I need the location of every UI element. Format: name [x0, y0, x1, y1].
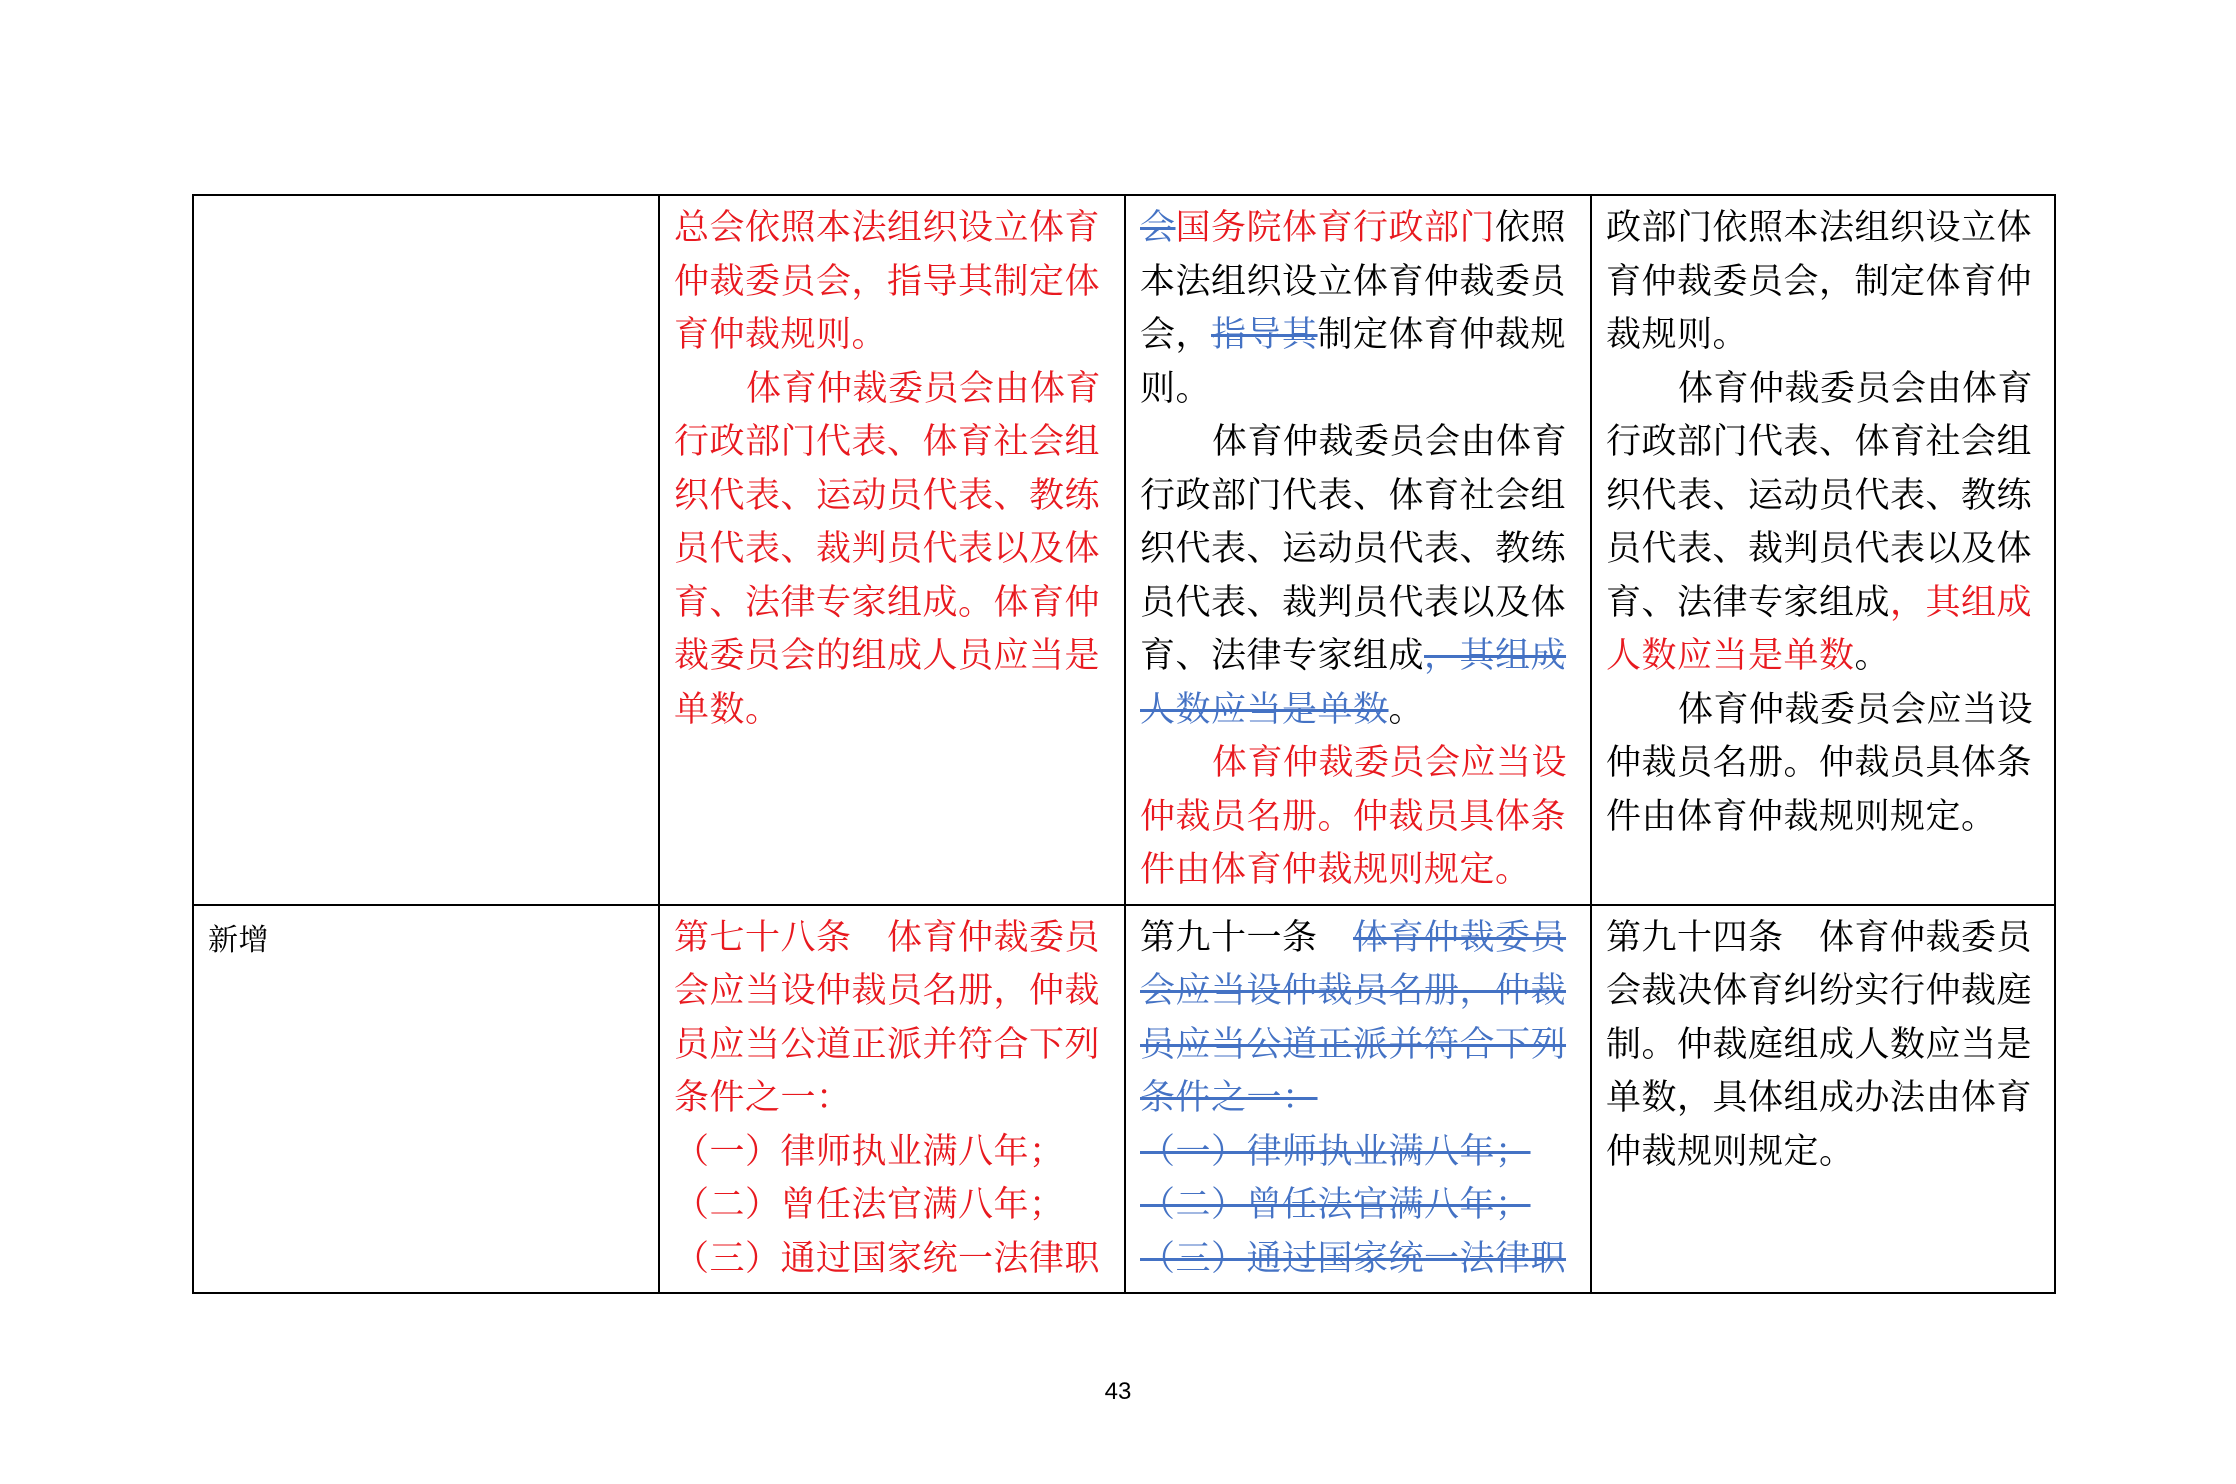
cell-final: [1591, 905, 2055, 1294]
text-line: [1140, 630, 1576, 684]
text-line: 员代表、裁判员代表以及体: [1606, 529, 2033, 569]
text-line: 育仲裁委员会，制定体育仲: [1606, 261, 2033, 302]
text-line: 会裁决体育纠纷实行仲裁庭: [1606, 971, 2033, 1011]
deleted-text: ，其组成: [1424, 636, 1567, 676]
deleted-text: （一）律师执业满八年；: [1140, 1131, 1531, 1172]
deleted-text: （二）曾任法官满八年；: [1140, 1185, 1531, 1225]
added-text: ，其组成: [1890, 582, 2033, 623]
text-line: 体育仲裁委员会由体育: [1212, 422, 1568, 462]
text-line: 员代表、裁判员代表以及体: [1140, 582, 1567, 623]
text-line: [1140, 309, 1576, 363]
text-line: 则。: [1140, 368, 1212, 409]
text-line: 单数。: [674, 689, 781, 730]
text-line: 织代表、运动员代表、教练: [1140, 529, 1567, 569]
plain-text: 育、法律专家组成: [1606, 582, 1891, 623]
deleted-text: （三）通过国家统一法律职: [1140, 1238, 1567, 1279]
text-line: 织代表、运动员代表、教练: [674, 475, 1101, 516]
text-line: 制。仲裁庭组成人数应当是: [1606, 1024, 2033, 1065]
text-line: 单数，具体组成办法由体育: [1606, 1078, 2033, 1118]
text-line: [1140, 684, 1576, 738]
row-label: 新增: [208, 922, 269, 958]
text-line: 员应当公道正派并符合下列: [674, 1024, 1101, 1065]
text-line: （一）律师执业满八年；: [674, 1131, 1065, 1172]
text-line: 本法组织设立体育仲裁委员: [1140, 261, 1567, 302]
text-line: 第七十八条 体育仲裁委员: [674, 917, 1101, 958]
text-line: 体育仲裁委员会由体育: [746, 368, 1102, 409]
text-line: [1606, 577, 2040, 631]
cell-revision: [1125, 905, 1591, 1294]
deleted-text: 会应当设仲裁员名册，仲裁: [1140, 971, 1567, 1011]
text-line: （三）通过国家统一法律职: [674, 1238, 1101, 1279]
added-text: 人数应当是单数: [1606, 636, 1855, 676]
text-line: [1606, 630, 2040, 684]
text-line: 件由体育仲裁规则规定。: [1606, 796, 1997, 837]
page-number: 43: [1104, 1378, 1132, 1405]
text-line: 行政部门代表、体育社会组: [1606, 422, 2033, 462]
added-text: 国务院体育行政部门: [1175, 208, 1496, 248]
text-line: 织代表、运动员代表、教练: [1606, 475, 2033, 516]
text-line: 裁委员会的组成人员应当是: [674, 636, 1101, 676]
text-line: 育仲裁规则。: [674, 315, 888, 355]
plain-text: 会，: [1140, 315, 1212, 355]
cell-final: [1591, 195, 2055, 905]
text-line: 行政部门代表、体育社会组: [674, 422, 1101, 462]
text-line: 仲裁员名册。仲裁员具体条: [1140, 796, 1567, 837]
text-line: 条件之一：: [674, 1078, 852, 1118]
text-line: 行政部门代表、体育社会组: [1140, 475, 1567, 516]
text-line: 第九十四条 体育仲裁委员: [1606, 917, 2033, 958]
deleted-text: 会: [1140, 208, 1176, 248]
text-line: 育、法律专家组成。体育仲: [674, 582, 1101, 623]
cell-label: [193, 195, 659, 905]
comparison-table: [192, 194, 2056, 1294]
text-line: 仲裁委员会，指导其制定体: [674, 261, 1101, 302]
text-line: 会应当设仲裁员名册，仲裁: [674, 971, 1101, 1011]
text-line: 员代表、裁判员代表以及体: [674, 529, 1101, 569]
deleted-text: 条件之一：: [1140, 1078, 1318, 1118]
plain-text: 依照: [1495, 208, 1567, 248]
text-line: 政部门依照本法组织设立体: [1606, 208, 2033, 248]
cell-draft: [659, 905, 1125, 1294]
table-row: [193, 905, 2055, 1294]
text-line: 仲裁规则规定。: [1606, 1131, 1855, 1172]
text-line: 仲裁员名册。仲裁员具体条: [1606, 743, 2033, 783]
deleted-text: 指导其: [1211, 315, 1318, 355]
text-line: （二）曾任法官满八年；: [674, 1185, 1065, 1225]
plain-text: 。: [1388, 689, 1425, 730]
text-line: 体育仲裁委员会应当设: [1678, 689, 2034, 730]
deleted-text: 人数应当是单数: [1140, 689, 1389, 730]
deleted-text: 体育仲裁委员: [1353, 917, 1567, 958]
plain-text: 育、法律专家组成: [1140, 636, 1425, 676]
plain-text: 第九十一条: [1140, 917, 1354, 958]
plain-text: 制定体育仲裁规: [1317, 315, 1567, 355]
cell-revision: [1125, 195, 1591, 905]
text-line: 体育仲裁委员会由体育: [1678, 368, 2034, 409]
text-line: 体育仲裁委员会应当设: [1212, 743, 1568, 783]
text-line: 总会依照本法组织设立体育: [674, 208, 1101, 248]
text-line: 裁规则。: [1606, 315, 1749, 355]
table-row: [193, 195, 2055, 905]
text-line: [1140, 202, 1576, 256]
text-line: 件由体育仲裁规则规定。: [1140, 850, 1531, 890]
cell-label: [193, 905, 659, 1294]
deleted-text: 员应当公道正派并符合下列: [1140, 1024, 1567, 1065]
cell-draft: [659, 195, 1125, 905]
plain-text: 。: [1854, 636, 1891, 676]
text-line: [1140, 912, 1576, 966]
